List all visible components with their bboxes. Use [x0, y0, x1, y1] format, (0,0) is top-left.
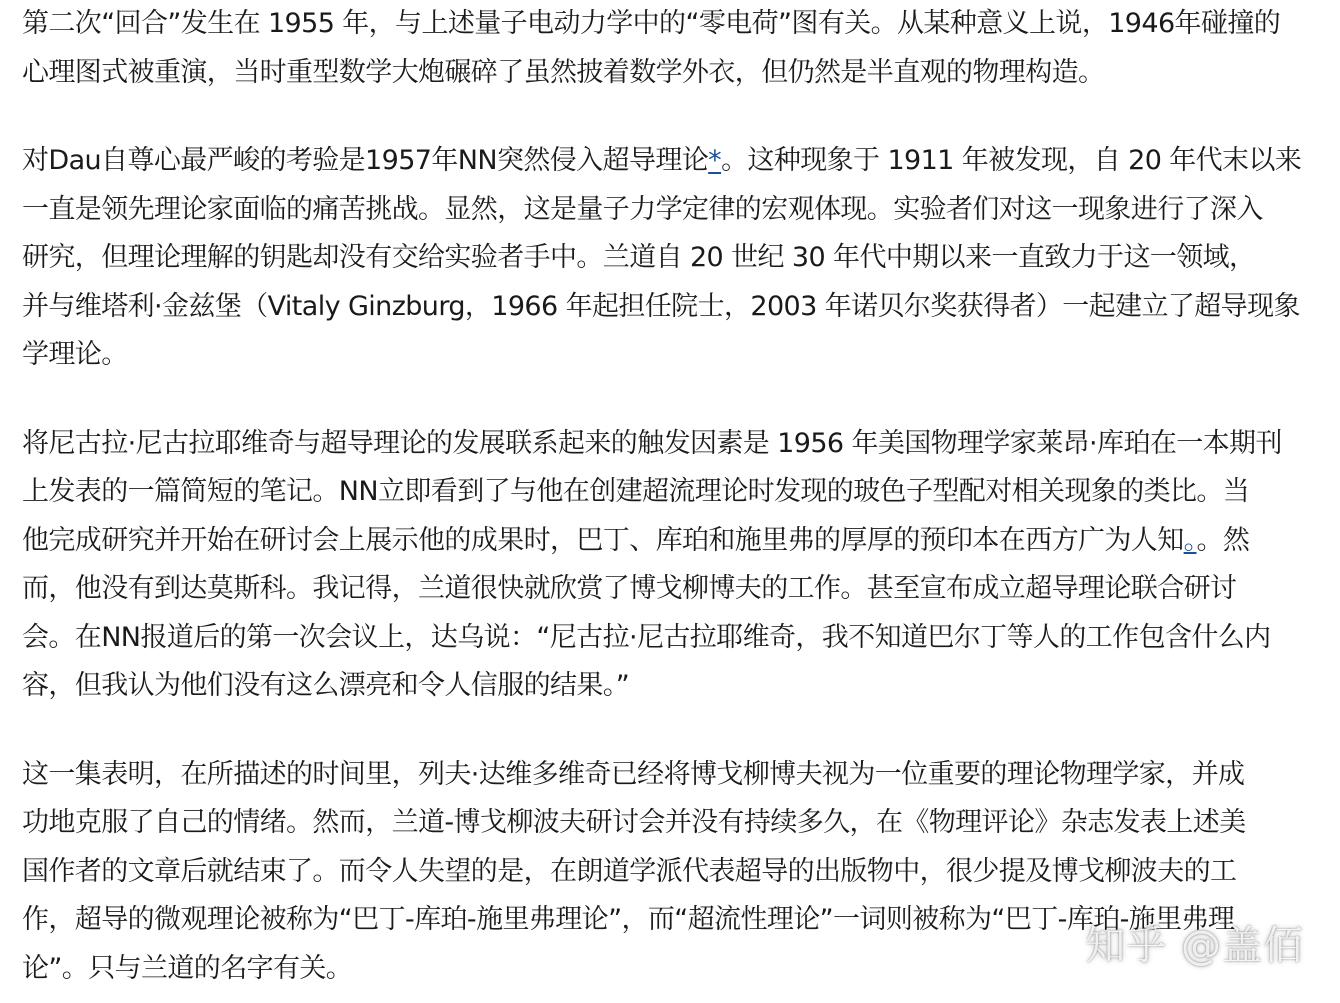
reference-link[interactable]: 。 — [1183, 524, 1197, 556]
text-line: 第二次“回合”发生在 1955 年，与上述量子电动力学中的“零电荷”图有关。从某种意义上说，1946年碰撞的 — [22, 8, 1281, 39]
text-segment: 对Dau自尊心最严峻的考验是1957年NN突然侵入超导理论 — [22, 145, 709, 176]
zhihu-watermark: 知乎 @盖佰 — [1085, 923, 1304, 969]
text-line: 会。在NN报道后的第一次会议上，达乌说：“尼古拉·尼古拉耶维奇，我不知道巴尔丁等人的工作包含什么内 — [22, 621, 1271, 653]
text-line: 学理论。 — [22, 339, 128, 370]
text-line: 功地克服了自己的情绪。然而，兰道-博戈柳波夫研讨会并没有持续多久，在《物理评论》杂志发表上述美 — [22, 807, 1246, 838]
text-segment: 他完成研究并开始在研讨会上展示他的成果时，巴丁、库珀和施里弗的厚厚的预印本在西方广为人知 — [22, 524, 1184, 556]
article-body — [22, 0, 1322, 993]
text-line: 心理图式被重演，当时重型数学大炮碾碎了虽然披着数学外衣，但仍然是半直观的物理构造。 — [22, 56, 1105, 88]
text-line: 国作者的文章后就结束了。而令人失望的是，在朗道学派代表超导的出版物中，很少提及博戈柳波夫的工 — [22, 855, 1237, 887]
text-line: 作，超导的微观理论被称为“巴丁-库珀-施里弗理论”，而“超流性理论”一词则被称为“巴丁-库珀-施里弗理 — [22, 904, 1235, 935]
text-line: 一直是领先理论家面临的痛苦挑战。显然，这是量子力学定律的宏观体现。实验者们对这一现象进行了深入 — [22, 193, 1263, 225]
paragraph-3 — [22, 420, 1322, 711]
text-segment: 。这种现象于 1911 年被发现，自 20 年代末以来 — [721, 145, 1302, 176]
text-line — [22, 517, 1322, 566]
text-line: 研究，但理论理解的钥匙却没有交给实验者手中。兰道自 20 世纪 30 年代中期以来一直致力于这一领域， — [22, 242, 1256, 273]
text-line: 上发表的一篇简短的笔记。NN立即看到了与他在创建超流理论时发现的玻色子型配对相关现象的类比。当 — [22, 476, 1250, 507]
text-line — [22, 137, 1322, 186]
paragraph-1 — [22, 0, 1322, 97]
text-line: 并与维塔利·金兹堡（Vitaly Ginzburg，1966 年起担任院士，2003 年诺贝尔奖获得者）一起建立了超导现象 — [22, 290, 1300, 322]
text-line: 论”。只与兰道的名字有关。 — [22, 952, 353, 984]
footnote-link[interactable]: * — [708, 145, 722, 176]
text-line: 容，但我认为他们没有这么漂亮和令人信服的结果。” — [22, 670, 630, 701]
text-line: 这一集表明，在所描述的时间里，列夫·达维多维奇已经将博戈柳博夫视为一位重要的理论物理学家，并成 — [22, 758, 1245, 790]
text-line: 而，他没有到达莫斯科。我记得，兰道很快就欣赏了博戈柳博夫的工作。甚至宣布成立超导理论联合研讨 — [22, 573, 1237, 604]
paragraph-2 — [22, 137, 1322, 380]
text-line: 将尼古拉·尼古拉耶维奇与超导理论的发展联系起来的触发因素是 1956 年美国物理学家莱昂·库珀在一本期刊 — [22, 427, 1282, 459]
text-segment: 。然 — [1196, 524, 1250, 556]
